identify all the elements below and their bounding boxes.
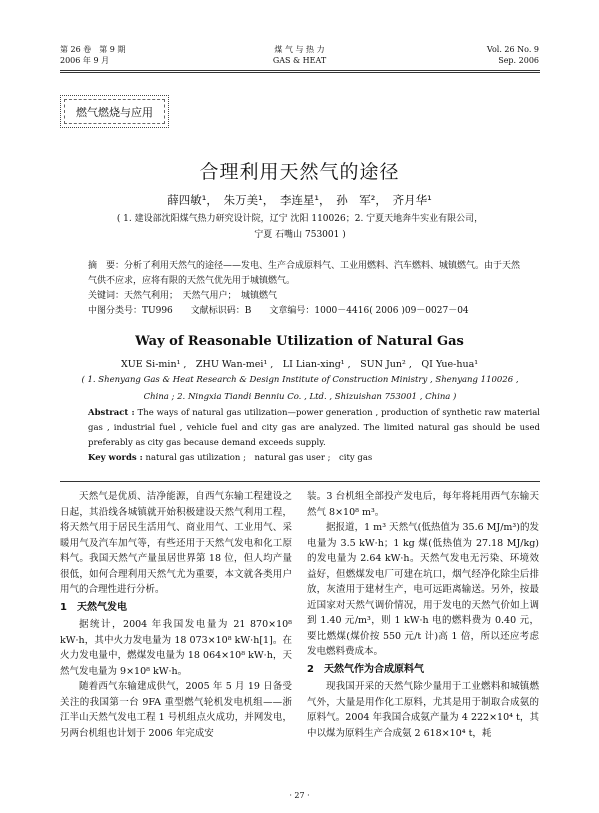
abstract-zh — [88, 259, 528, 319]
body-rule — [60, 481, 540, 482]
journal-issue: 第 26 卷 第 9 期 2006 年 9 月 — [60, 45, 126, 65]
section-heading-2: 2 天然气作为合成原料气 — [307, 663, 424, 675]
abstract-en — [60, 406, 540, 466]
title-en: Way of Reasonable Utilization of Natural Gas — [135, 334, 464, 349]
journal-volume: Vol. 26 No. 9 Sep. 2006 — [486, 45, 539, 65]
paragraph: 装。3 台机组全部投产发电后，每年将耗用西气东输天然气 8×10⁸ m³。 — [307, 491, 539, 518]
affiliation-en: ( 1. Shenyang Gas & Heat Research & Design Institute of Construction Ministry , Shenyang 110026 , China ; 2. Ningxia Tiandi Benniu Co. , Ltd. , Shizuishan 753001 , China ) — [81, 375, 519, 402]
paragraph: 据统计，2004 年我国发电量为 21 870×10⁸ kW·h，其中火力发电量为 18 073×10⁸ kW·h[1]。在火力发电量中，燃煤发电量为 18 064×10⁸ kW·h，天然气发电量为 9×10⁸ kW·h。 — [60, 619, 292, 677]
classification-line: 中图分类号：TU996 文献标识码：B 文章编号：1000－4416( 2006 )09－0027－04 — [88, 306, 469, 316]
header-rule-thin — [60, 72, 540, 73]
paragraph: 天然气是优质、洁净能源，自西气东输工程建设之日起，其沿线各城镇就开始积极建设天然气利用工程，将天然气用于居民生活用气、商业用气、工业用气、采暖用气及汽车加气等，有些还用于天然气发电和化工原料气。我国天然气产量虽居世界第 18 位，但人均产量很低，如何合理利用天然气尤为重要，本文就各类用户用气的合理性进行分析。 — [60, 491, 292, 595]
keywords-zh-text: 天然气利用； 天然气用户； 城镇燃气 — [124, 291, 278, 301]
paragraph: 随着西气东输建成供气，2005 年 5 月 19 日备受关注的我国第一台 9FA 重型燃气轮机发电机组——浙江半山天然气发电工程 1 号机组点火成功，并网发电，另两台机组也计划于 2006 年完成安 — [60, 681, 292, 739]
section-label: 燃气燃烧与应用 — [64, 99, 165, 124]
right-column — [307, 489, 539, 741]
journal-name: 煤 气 与 热 力 GAS & HEAT — [272, 45, 327, 65]
title-zh: 合理利用天然气的途径 — [199, 161, 400, 183]
abstract-en-label: Abstract : — [88, 408, 135, 418]
abstract-zh-label: 摘 要： — [88, 261, 125, 271]
keywords-en-text: natural gas utilization ; natural gas user ; city gas — [145, 453, 373, 463]
abstract-en-text: The ways of natural gas utilization—power generation , production of synthetic raw material gas , industrial fuel , vehicle fuel and city gas are analyzed. The limited natural gas should be used preferably as city gas because demand exceeds supply. — [88, 408, 541, 448]
authors-zh: 薛四敏¹， 朱万美¹， 李连星¹， 孙 军²， 齐月华¹ — [167, 193, 432, 207]
affiliation-zh: ( 1. 建设部沈阳煤气热力研究设计院，辽宁 沈阳 110026；2. 宁夏天地奔牛实业有限公司， 宁夏 石嘴山 753001 ) — [116, 214, 484, 240]
paragraph: 据报道，1 m³ 天然气(低热值为 35.6 MJ/m³)的发电量为 3.5 kW·h；1 kg 煤(低热值为 27.18 MJ/kg)的发电量为 2.64 kW·h。天然气发电无污染、环境效益好，但燃煤发电厂可建在坑口，烟气经净化除尘后排放，灰渣用于建材生产，电可远距离输送。另外，按最近国家对天然气调价情况，用于发电的天然气价如上调到 1.40 元/m³，则 1 kW·h 电的燃料费为 0.40 元，要比燃煤(煤价按 550 元/t 计)高 1 倍，所以还应考虑发电燃料费成本。 — [307, 522, 539, 657]
paragraph: 现我国开采的天然气除少量用于工业燃料和城镇燃气外，大量是用作化工原料，尤其是用于制取合成氨的原料气。2004 年我国合成氨产量为 4 222×10⁴ t，其中以煤为原料生产合成氨 2 618×10⁴ t，耗 — [307, 681, 539, 739]
section-label-box — [60, 95, 169, 128]
section-heading-1: 1 天然气发电 — [60, 601, 127, 613]
page-number: · 27 · — [289, 791, 310, 800]
header-rule — [60, 70, 540, 71]
authors-en: XUE Si-min¹ , ZHU Wan-mei¹ , LI Lian-xing¹ , SUN Jun² , QI Yue-hua¹ — [120, 359, 479, 370]
abstract-zh-text: 分析了利用天然气的途径——发电、生产合成原料气、工业用燃料、汽车燃料、城镇燃气。由于天然气供不应求，应将有限的天然气优先用于城镇燃气。 — [88, 261, 521, 286]
keywords-en-label: Key words : — [88, 453, 143, 463]
left-column — [60, 489, 292, 741]
keywords-zh-label: 关键词： — [88, 291, 125, 301]
